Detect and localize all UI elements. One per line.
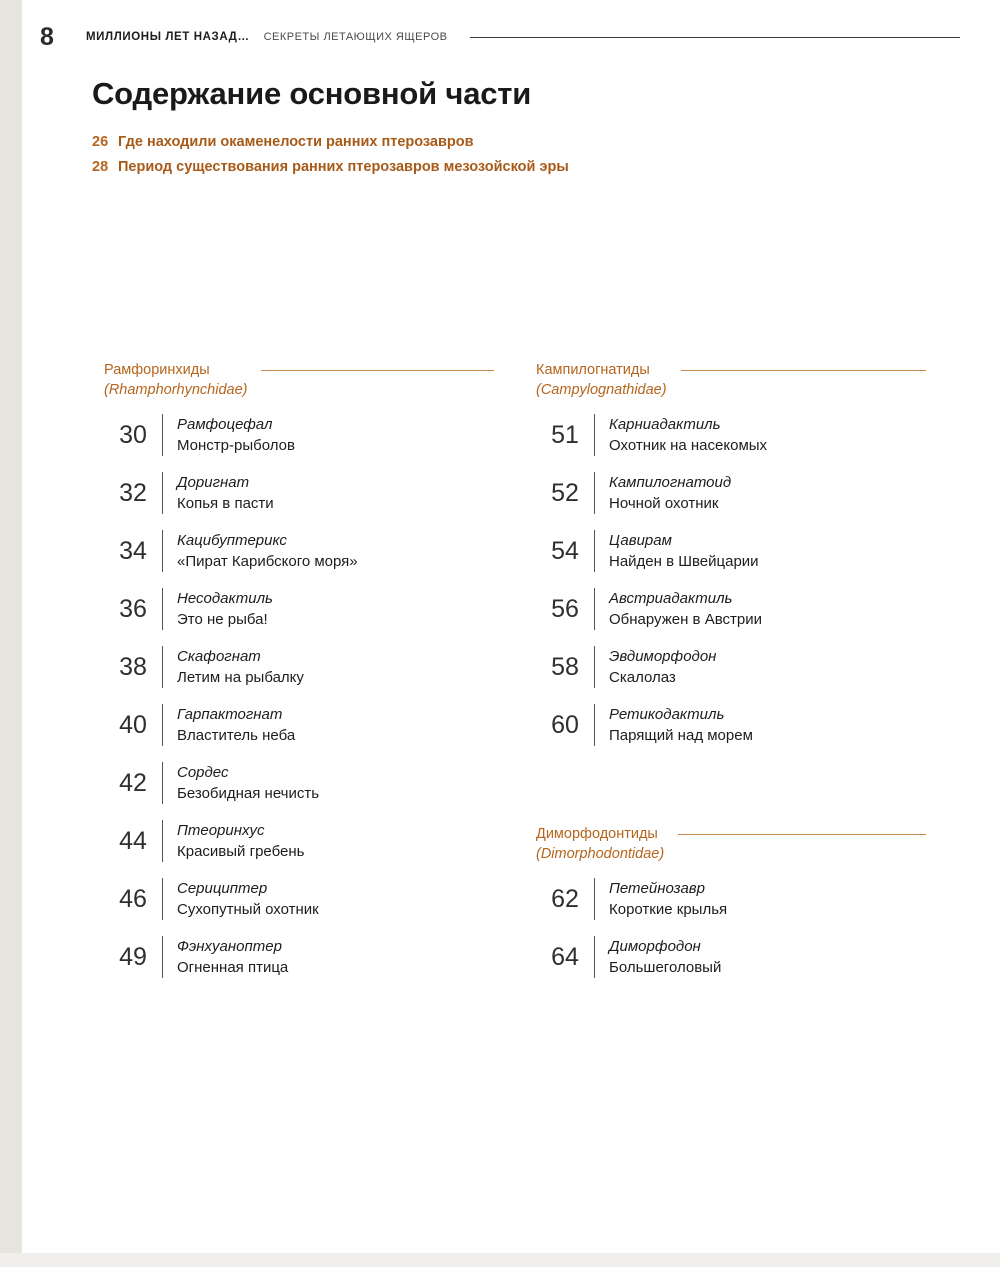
toc-entry-page: 34 (119, 536, 147, 565)
toc-entry-desc: Властитель неба (177, 727, 296, 744)
toc-entry-divider (162, 414, 163, 456)
toc-entry-name: Диморфодон (609, 938, 701, 955)
toc-group-header (104, 360, 494, 400)
toc-entry-desc: Это не рыба! (177, 611, 268, 628)
toc-entry-desc: Красивый гребень (177, 843, 305, 860)
toc-entry-desc: Короткие крылья (609, 901, 728, 918)
toc-entry-text (609, 646, 716, 688)
page-title: Содержание основной части (92, 76, 532, 111)
toc-entry[interactable] (536, 588, 926, 630)
toc-entry-name: Кампилогнатоид (609, 474, 732, 491)
toc-entry-text (177, 472, 274, 514)
toc-group-header (536, 360, 926, 400)
toc-entry-name: Гарпактогнат (177, 706, 283, 723)
toc-entry-desc: Летим на рыбалку (177, 669, 304, 686)
toc-entry-name: Австриадактиль (609, 590, 733, 607)
toc-entry-page: 51 (551, 420, 579, 449)
toc-entry-divider (162, 646, 163, 688)
toc-column-left (104, 360, 494, 994)
toc-group-latin: (Dimorphodontidae) (536, 846, 665, 862)
toc-entry[interactable] (536, 414, 926, 456)
toc-entry[interactable] (536, 704, 926, 746)
toc-entry-desc: Безобидная нечисть (177, 785, 320, 802)
toc-entry-text (609, 414, 767, 456)
toc-entry-desc: Огненная птица (177, 959, 289, 976)
toc-entry-divider (162, 588, 163, 630)
toc-group-title: Кампилогнатиды (536, 362, 650, 378)
toc-entry[interactable] (104, 704, 494, 746)
toc-entry-divider (162, 762, 163, 804)
toc-entry-desc: Найден в Швейцарии (609, 553, 759, 570)
toc-entry-text (609, 472, 731, 514)
toc-entry-divider (594, 936, 595, 978)
intro-entries (92, 134, 792, 184)
page-left-gutter (0, 0, 22, 1267)
toc-entry-desc: Копья в пасти (177, 495, 274, 512)
toc-entry-text (177, 646, 304, 688)
toc-entry-desc: Скалолаз (609, 669, 676, 686)
toc-entry-name: Рамфоцефал (177, 416, 273, 433)
running-head-rule (470, 37, 961, 38)
toc-entry[interactable] (104, 820, 494, 862)
toc-group-rule (678, 834, 926, 835)
toc-entry-name: Ретикодактиль (609, 706, 725, 723)
toc-entry-page: 40 (119, 710, 147, 739)
toc-group-campylognathidae (536, 360, 926, 746)
toc-entry-name: Цавирам (609, 532, 672, 549)
toc-group-title: Диморфодонтиды (536, 826, 658, 842)
toc-entry-page: 52 (551, 478, 579, 507)
toc-entry-divider (594, 646, 595, 688)
toc-entry-text (609, 588, 762, 630)
toc-entry[interactable] (104, 472, 494, 514)
toc-entry[interactable] (536, 646, 926, 688)
toc-entry[interactable] (104, 936, 494, 978)
toc-entry-divider (594, 472, 595, 514)
toc-entry-text (177, 878, 319, 920)
toc-entry[interactable] (104, 762, 494, 804)
toc-entry[interactable] (104, 414, 494, 456)
toc-group-names (536, 824, 664, 864)
page-number: 8 (40, 22, 54, 51)
toc-entry-name: Сордес (177, 764, 229, 781)
toc-entry-page: 62 (551, 884, 579, 913)
toc-entry-page: 32 (119, 478, 147, 507)
toc-entry-divider (162, 936, 163, 978)
toc-group-rule (261, 370, 494, 371)
toc-entry-desc: Ночной охотник (609, 495, 719, 512)
toc-column-right (536, 360, 926, 994)
toc-intro-page: 26 (92, 134, 109, 150)
toc-entry-divider (594, 414, 595, 456)
toc-entry-divider (162, 878, 163, 920)
toc-entry-desc: Монстр-рыболов (177, 437, 295, 454)
toc-entry[interactable] (104, 530, 494, 572)
toc-entry-page: 49 (119, 942, 147, 971)
toc-group-names (536, 360, 667, 400)
toc-intro-item[interactable] (92, 134, 792, 150)
toc-entry-desc: Охотник на насекомых (609, 437, 768, 454)
toc-entry-text (177, 704, 295, 746)
toc-group-names (104, 360, 247, 400)
toc-entry-text (177, 820, 304, 862)
toc-group-dimorphodontidae (536, 824, 926, 978)
toc-entry-desc: Сухопутный охотник (177, 901, 319, 918)
running-head-subtitle: СЕКРЕТЫ ЛЕТАЮЩИХ ЯЩЕРОВ (263, 31, 448, 43)
toc-group-latin: (Campylognathidae) (536, 382, 667, 398)
toc-entry-name: Эвдиморфодон (609, 648, 717, 665)
toc-entry-page: 58 (551, 652, 579, 681)
toc-entry[interactable] (536, 530, 926, 572)
toc-entry-desc: Обнаружен в Австрии (609, 611, 762, 628)
running-head-title: МИЛЛИОНЫ ЛЕТ НАЗАД… (86, 31, 250, 43)
toc-intro-page: 28 (92, 159, 109, 175)
toc-entry-page: 54 (551, 536, 579, 565)
toc-group-title: Рамфоринхиды (104, 362, 210, 378)
toc-entry-text (609, 530, 759, 572)
toc-entry-text (609, 704, 753, 746)
toc-intro-item[interactable] (92, 159, 792, 175)
toc-entry-page: 56 (551, 594, 579, 623)
toc-entry-page: 36 (119, 594, 147, 623)
toc-intro-label: Период существования ранних птерозавров мезозойской эры (118, 159, 569, 175)
toc-entry-divider (594, 530, 595, 572)
toc-entry-divider (162, 530, 163, 572)
page-bottom-edge (0, 1253, 1000, 1267)
toc-entry-desc: Парящий над морем (609, 727, 753, 744)
toc-entry-text (609, 878, 727, 920)
toc-entry-text (177, 530, 358, 572)
toc-group-spacer (536, 762, 926, 824)
toc-entry-divider (594, 878, 595, 920)
toc-group-rhamphorhynchidae (104, 360, 494, 978)
toc-entry-name: Серициптер (177, 880, 268, 897)
toc-entry-name: Фэнхуаноптер (177, 938, 282, 955)
toc-group-latin: (Rhamphorhynchidae) (104, 382, 248, 398)
toc-entry-desc: «Пират Карибского моря» (177, 553, 358, 570)
toc-intro-label: Где находили окаменелости ранних птерозавров (118, 134, 474, 150)
toc-entry-name: Петейнозавр (609, 880, 705, 897)
toc-entry-divider (594, 704, 595, 746)
toc-group-header (536, 824, 926, 864)
toc-entry-desc: Большеголовый (609, 959, 722, 976)
toc-entry-page: 30 (119, 420, 147, 449)
toc-entry-page: 44 (119, 826, 147, 855)
toc-entry[interactable] (536, 936, 926, 978)
toc-entry-text (609, 936, 721, 978)
toc-entry-divider (594, 588, 595, 630)
toc-entry-text (177, 414, 295, 456)
toc-entry-text (177, 936, 288, 978)
toc-entry-page: 38 (119, 652, 147, 681)
toc-entry[interactable] (536, 878, 926, 920)
toc-entry-text (177, 588, 273, 630)
toc-entry[interactable] (536, 472, 926, 514)
toc-entry-name: Несодактиль (177, 590, 273, 607)
toc-entry[interactable] (104, 646, 494, 688)
toc-entry-name: Скафогнат (177, 648, 261, 665)
toc-entry-text (177, 762, 319, 804)
running-head (40, 20, 960, 54)
toc-entry-page: 42 (119, 768, 147, 797)
toc-entry[interactable] (104, 878, 494, 920)
toc-entry-page: 60 (551, 710, 579, 739)
toc-entry-page: 64 (551, 942, 579, 971)
toc-group-rule (681, 370, 926, 371)
toc-entry-name: Доригнат (177, 474, 250, 491)
toc-entry-divider (162, 820, 163, 862)
toc-entry[interactable] (104, 588, 494, 630)
toc-entry-name: Карниадактиль (609, 416, 721, 433)
toc-entry-page: 46 (119, 884, 147, 913)
toc-entry-divider (162, 704, 163, 746)
toc-entry-divider (162, 472, 163, 514)
toc-entry-name: Кацибуптерикс (177, 532, 287, 549)
toc-entry-name: Птеоринхус (177, 822, 265, 839)
